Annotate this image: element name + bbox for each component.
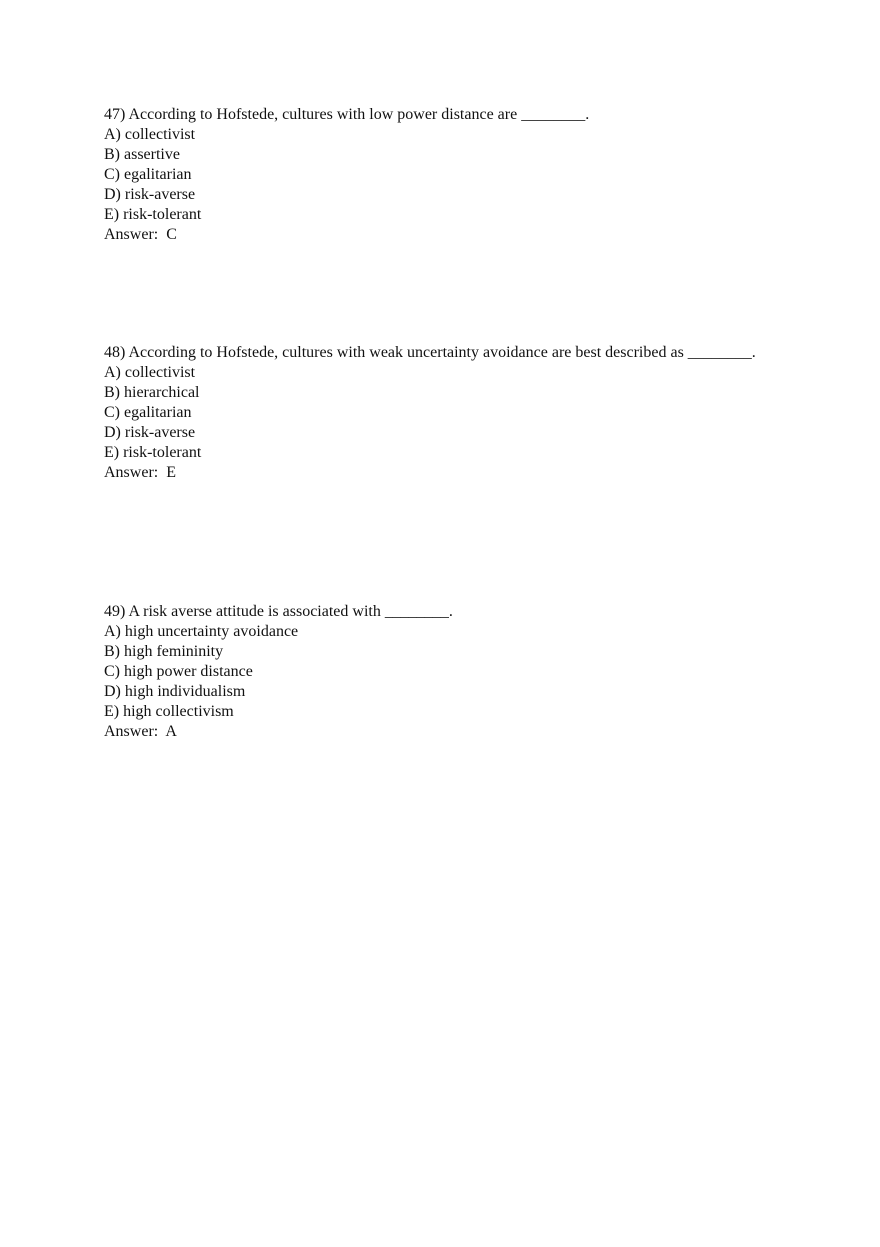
option-a: A) high uncertainty avoidance [104, 623, 299, 640]
option-e: E) risk-tolerant [104, 206, 202, 223]
question-48 [104, 343, 764, 483]
option-b: B) assertive [104, 146, 180, 163]
option-e: E) risk-tolerant [104, 444, 202, 461]
question-stem: 47) According to Hofstede, cultures with low power distance are ________. [104, 106, 590, 123]
option-c: C) high power distance [104, 663, 253, 680]
option-c: C) egalitarian [104, 166, 192, 183]
answer-line: Answer: C [104, 226, 177, 243]
question-stem: 48) According to Hofstede, cultures with weak uncertainty avoidance are best described as ________. [104, 344, 756, 361]
question-47 [104, 105, 764, 245]
option-d: D) high individualism [104, 683, 246, 700]
option-b: B) high femininity [104, 643, 224, 660]
answer-line: Answer: A [104, 723, 177, 740]
question-stem: 49) A risk averse attitude is associated with ________. [104, 603, 453, 620]
option-d: D) risk-averse [104, 424, 196, 441]
option-a: A) collectivist [104, 364, 196, 381]
option-b: B) hierarchical [104, 384, 200, 401]
option-e: E) high collectivism [104, 703, 234, 720]
option-c: C) egalitarian [104, 404, 192, 421]
answer-line: Answer: E [104, 464, 176, 481]
question-49 [104, 602, 764, 742]
option-a: A) collectivist [104, 126, 196, 143]
option-d: D) risk-averse [104, 186, 196, 203]
